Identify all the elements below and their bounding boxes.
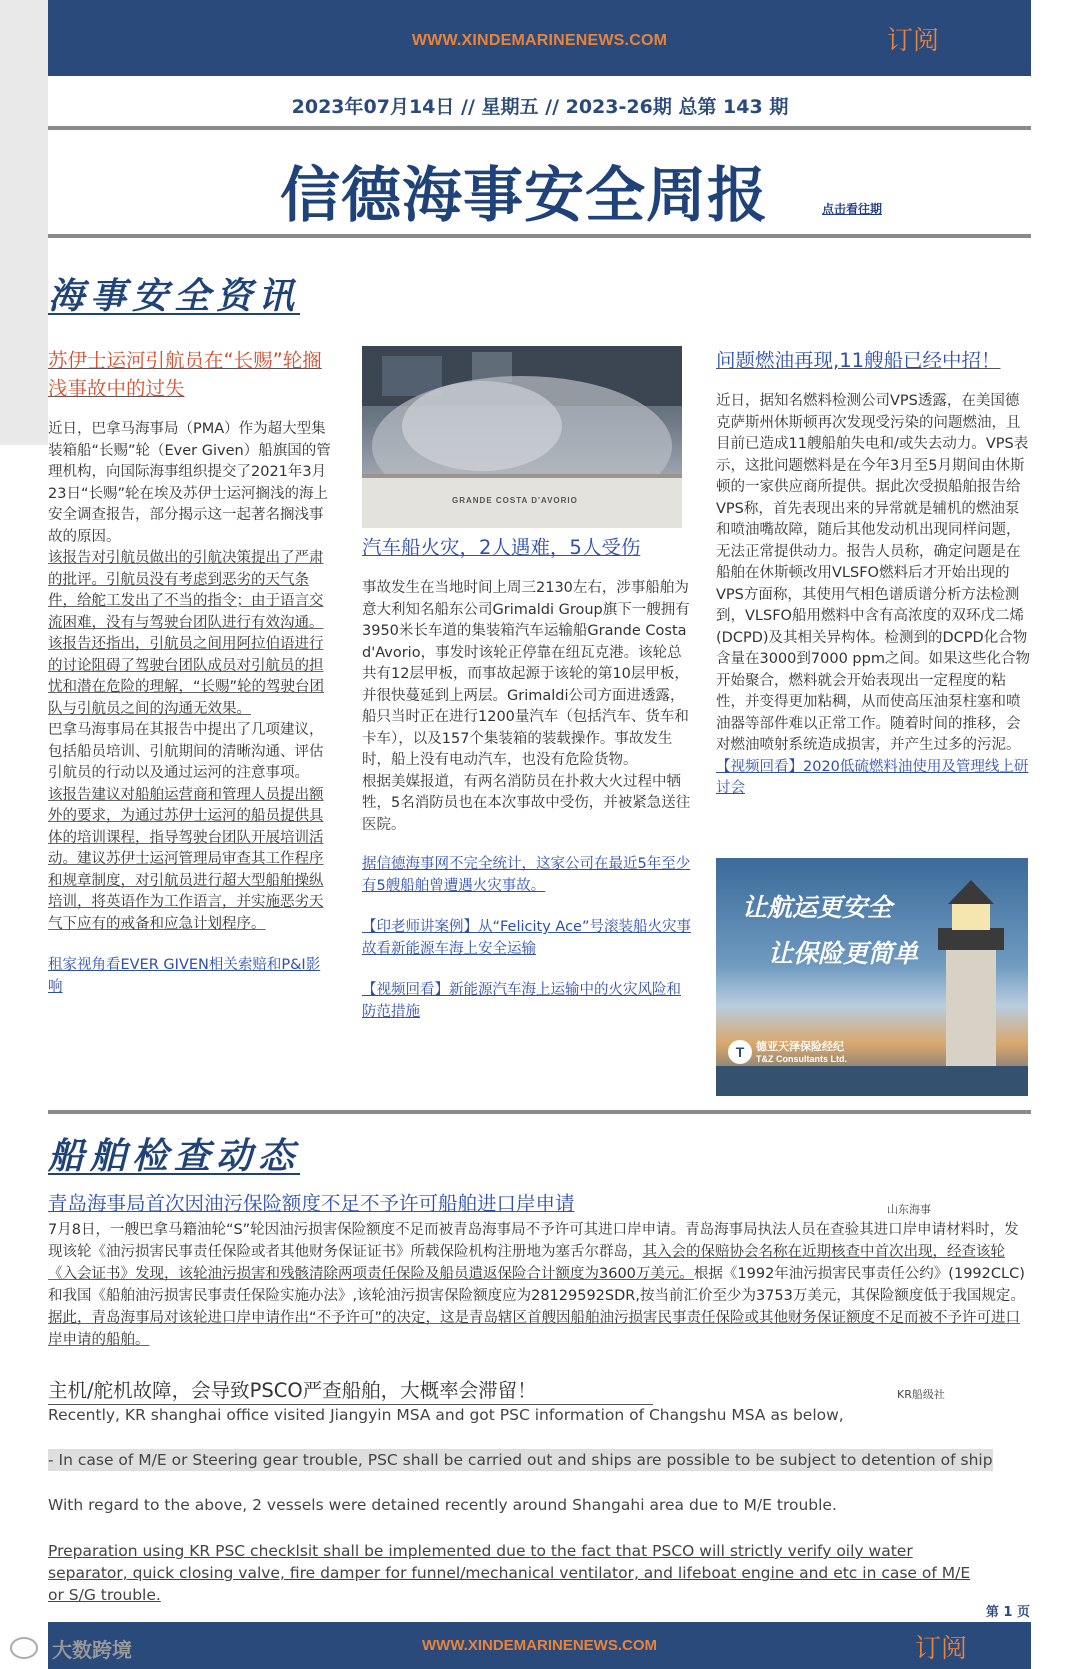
article-column-1 [48,347,333,998]
article-headline[interactable]: 主机/舵机故障，会导致PSCO严查船舶，大概率会滞留！ [48,1379,537,1402]
ad-slogan: 让保险更简单 [768,939,919,968]
article-text: 据此，青岛海事局对该轮进口岸申请作出“不予许可”的决定，这是青岛辖区首艘因船舶油污损害民事责任保险或其他财务保证额度不足而被不予许可进口岸申请的船舶。 [48,1310,1021,1348]
tz-logo-icon: T [728,1040,752,1064]
article-paragraph: 近日，巴拿马海事局（PMA）作为超大型集装箱船“长赐”轮（Ever Given）船旗国的管理机构，向国际海事组织提交了2021年3月23日“长赐”轮在埃及苏伊士运河搁浅的海上安全调查报告，部分揭示这一起著名搁浅事故的原因。 [48,421,331,545]
highlighted-text: - In case of M/E or Steering gear trouble, PSC shall be carried out and ships are possible to be subject to detention of ship [48,1451,993,1469]
article-paragraph: 该报告建议对船舶运营商和管理人员提出额外的要求，为通过苏伊士运河的船员提供具体的培训课程，指导驾驶台团队开展培训活动。建议苏伊士运河管理局审查其工作程序和规章制度，对引航员进行超大型船舶操纵培训，将英语作为工作语言，并实施恶劣天气下应有的戒备和应急计划程序。 [48,786,324,932]
related-link[interactable]: 【视频回看】新能源汽车海上运输中的火灾风险和防范措施 [362,982,681,1020]
insurance-ad-banner[interactable] [716,858,1028,1096]
article-headline[interactable]: 苏伊士运河引航员在“长赐”轮搁浅事故中的过失 [48,349,322,400]
article-headline-wrap [48,1190,688,1218]
top-banner [48,0,1031,76]
site-url-link[interactable]: WWW.XINDEMARINENEWS.COM [411,32,668,49]
ad-brand-name-en: T&Z Consultants Ltd. [756,1054,847,1064]
english-text: Preparation using KR PSC checklsit shall be implemented due to the fact that PSCO will strictly verify oily water separator, quick closing valve, fire damper for funnel/mechanical ventilator, and lifeboat engine and etc in case of M/E or S/G trouble. [48,1542,971,1604]
left-margin-shade [0,0,48,445]
related-link[interactable]: 据信德海事网不完全统计，这家公司在最近5年至少有5艘船舶曾遭遇火灾事故。 [362,856,691,894]
masthead-title: 信德海事安全周报 [280,161,768,231]
article-headline[interactable]: 青岛海事局首次因油污保险额度不足不予许可船舶进口岸申请 [48,1192,575,1215]
ship-fire-photo [362,346,682,528]
past-issues-link[interactable]: 点击看往期 [822,202,883,216]
article-paragraph: 事故发生在当地时间上周三2130左右，涉事船舶为意大利知名船东公司Grimaldi Group旗下一艘拥有3950米长车道的集装箱汽车运输船Grande Costa d'Avorio，事发时该轮正停靠在纽瓦克港。该轮总共有12层甲板，而事故起源于该轮的第10层甲板，并很快蔓延到上两层。Grimaldi公司方面进透露，船只当时正在进行1200量汽车（包括汽车、货车和卡车），以及157个集装箱的装载操作。事故发生时，船上没有电动汽车，也没有危险货物。 [362,580,690,768]
related-link[interactable]: 租家视角看EVER GIVEN相关索赔和P&I影响 [48,957,321,995]
article-source: 山东海事 [887,1203,931,1216]
ad-brand-name: 德亚天泽保险经纪 [756,1040,844,1053]
article-body [48,1219,1033,1351]
article-headline-wrap [48,1378,653,1405]
subscribe-button[interactable]: 订阅 [914,1634,967,1664]
article-column-3 [716,347,1032,800]
article-text: 其入会的保赔协会名称在近期核查中首次出现，经查该轮《入会证书》发现，该轮油污损害和残骸清除两项责任保险及船员遣返保险合计额度为3600万美元。 [48,1244,1005,1282]
ad-slogan: 让航运更安全 [742,893,893,922]
article-paragraph: 根据美媒报道，有两名消防员在扑救大火过程中牺牲，5名消防员也在本次事故中受伤，并被紧急送往医院。 [362,773,691,833]
site-url-link[interactable]: WWW.XINDEMARINENEWS.COM [422,1637,657,1654]
english-text: Recently, KR shanghai office visited Jiangyin MSA and got PSC information of Changshu MSA as below, [48,1406,844,1424]
article-text: 根据《1992年油污损害民事责任公约》(1992CLC)和我国《船舶油污损害民事责任保险实施办法》,该轮油污损害保险额度应为28129592SDR,按当前汇价至少为3753万美元，其保险额度低于我国规定。 [48,1266,1025,1304]
related-link[interactable]: 【视频回看】2020低硫燃料油使用及管理线上研讨会 [716,758,1029,796]
article-paragraph: 近日，据知名燃料检测公司VPS透露，在美国德克萨斯州休斯顿再次发现受污染的问题燃油，且目前已造成11艘船舶失电和/或失去动力。VPS表示，这批问题燃料是在今年3月至5月期间由休斯顿的一家供应商所提供。据此次受损船舶报告给VPS称，首先表现出来的异常就是辅机的燃油泵和喷油嘴故障，随后其他发动机出现同样问题，无法正常提供动力。报告人员称，确定问题是在船舶在休斯顿改用VLSFO燃料后才开始出现的VPS方面称，其使用气相色谱质谱分析方法检测到，VLSFO船用燃料中含有高浓度的双环戊二烯(DCPD)及其相关异构体。检测到的DCPD化合物含量在3000到7000 ppm之间。如果这些化合物开始聚合，燃料就会开始表现出一定程度的粘性，并变得更加粘稠，从而使高压油泵柱塞和喷油器等部件难以正常工作。随着时间的推移，会对燃油喷射系统造成损害，并产生过多的污泥。 [716,393,1030,753]
bottom-banner [48,1622,1031,1669]
article-column-2 [362,534,692,1023]
issue-dateline: 2023年07月14日 // 星期五 // 2023-26期 总第 143 期 [291,96,789,118]
related-link[interactable]: 【印老师讲案例】从“Felicity Ace”号滚装船火灾事故看新能源车海上安全运输 [362,919,691,957]
article-paragraph: 巴拿马海事局在其报告中提出了几项建议，包括船员培训、引航期间的清晰沟通、评估引航员的行动以及通过运河的注意事项。 [48,722,324,781]
article-text: 7月8日，一艘巴拿马籍油轮“S”轮因油污损害保险额度不足而被青岛海事局不予许可其进口岸申请。青岛海事局执法人员在查验其进口岸申请材料时，发现该轮《油污损害民事责任保险或者其他财务保证证书》所载保险机构注册地为塞舌尔群岛， [48,1222,1019,1260]
section-title-inspection: 船舶检查动态 [48,1135,301,1177]
page-number: 第 1 页 [985,1605,1030,1620]
article-headline[interactable]: 问题燃油再现,11艘船已经中招！ [716,349,1001,372]
subscribe-button[interactable]: 订阅 [886,26,939,56]
article-source: KR船级社 [897,1388,945,1401]
english-text: With regard to the above, 2 vessels were detained recently around Shangahi area due to M/E trouble. [48,1496,837,1514]
ship-name-caption: GRANDE COSTA D'AVORIO [452,496,578,505]
divider [48,1110,1031,1114]
divider [48,234,1031,238]
divider [48,126,1031,130]
section-title-safety-news: 海事安全资讯 [48,275,301,317]
article-headline[interactable]: 汽车船火灾，2人遇难，5人受伤 [362,536,641,559]
watermark-logo-icon [10,1637,38,1659]
watermark-text: 大数跨境 [52,1638,132,1662]
article-paragraph: 该报告对引航员做出的引航决策提出了严肃的批评。引航员没有考虑到恶劣的天气条件，给舵工发出了不当的指令；由于语言交流困难，没有与驾驶台团队进行有效沟通。该报告还指出，引航员之间用阿拉伯语进行的讨论阻碍了驾驶台团队成员对引航员的担忧和潜在危险的理解，“长赐”轮的驾驶台团队与引航员之间的沟通无效果。 [48,550,325,717]
